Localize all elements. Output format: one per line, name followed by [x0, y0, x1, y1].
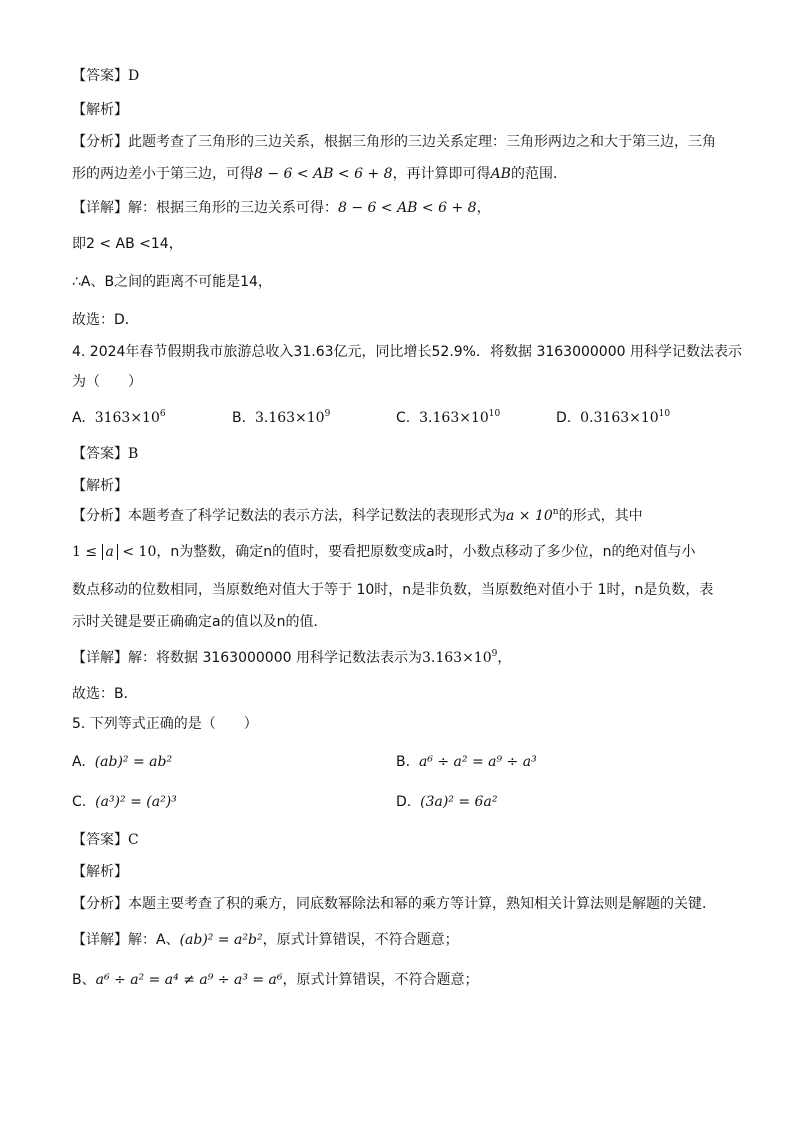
xiangjie-text: B、 [72, 972, 96, 988]
math-expression: a⁶ ÷ a² = a⁴ ≠ a⁹ ÷ a³ = a⁶ [95, 972, 283, 988]
xiangjie-text: 解：根据三角形的三边关系可得： [128, 200, 338, 216]
xiangjie-text: ，原式计算错误，不符合题意； [262, 932, 459, 948]
math-expression: (ab)² = a²b² [179, 932, 263, 948]
fenxi-text: 形的两边差小于第三边，可得 [72, 166, 254, 182]
q4-fenxi-line-2 [72, 542, 696, 562]
math-expression: 1 ≤ [72, 544, 98, 560]
fenxi-text: ，再计算即可得 [392, 166, 491, 182]
q3-xiangjie-line-3: ∴A、B之间的距离不可能是14， [72, 274, 272, 290]
math-expression: a × 10 [506, 508, 553, 524]
option-label: A. [72, 754, 86, 770]
q5-fenxi-line [72, 894, 716, 914]
q4-fenxi-line-4: 示时关键是要正确确定a的值以及n的值． [72, 614, 328, 630]
absolute-value [102, 544, 118, 560]
q4-choose: 故选：B． [72, 686, 138, 702]
option-exponent: 10 [658, 409, 671, 419]
q4-stem-line-1: 4. 2024年春节假期我市旅游总收入31.63亿元，同比增长52.9%．将数据 3163000000 用科学记数法表示 [72, 344, 742, 360]
option-value: 3163×10 [94, 410, 160, 426]
xiangjie-text: 解：将数据 3163000000 用科学记数法表示为 [128, 650, 422, 666]
fenxi-text: 本题主要考查了积的乘方，同底数幂除法和幂的乘方等计算，熟知相关计算法则是解题的关键． [128, 896, 716, 912]
q5-xiangjie-line-1 [72, 930, 459, 950]
answer-value: B [128, 446, 139, 462]
math-expression: < 10， [122, 544, 171, 560]
math-symbol: a [105, 544, 114, 560]
q5-option-b [396, 752, 537, 772]
q4-answer-line [72, 444, 138, 464]
option-value: 3.163×10 [419, 410, 489, 426]
q5-option-d [396, 792, 497, 812]
fenxi-text: 的范围． [510, 166, 567, 182]
fenxi-text: 本题考查了科学记数法的表示方法，科学记数法的表现形式为 [128, 508, 506, 524]
q5-option-c [72, 792, 177, 812]
q4-fenxi-line-3: 数点移动的位数相同，当原数绝对值大于等于 10时，n是非负数，当原数绝对值小于 1时，n是负数，表 [72, 582, 714, 598]
option-value: 0.3163×10 [580, 410, 659, 426]
answer-tag: 【答案】 [72, 68, 128, 84]
option-label: B. [232, 410, 247, 426]
q3-analysis-tag: 【解析】 [72, 102, 128, 118]
q4-option-d [556, 408, 670, 428]
answer-tag: 【答案】 [72, 832, 128, 848]
q5-stem: 5. 下列等式正确的是（ ） [72, 716, 258, 732]
option-label: D. [396, 794, 412, 810]
q5-answer-line [72, 830, 139, 850]
q4-analysis-tag: 【解析】 [72, 478, 128, 494]
q4-xiangjie-line [72, 648, 511, 668]
fenxi-tag: 【分析】 [72, 896, 128, 912]
option-exponent: 9 [324, 409, 331, 419]
fenxi-text: 此题考查了三角形的三边关系，根据三角形的三边关系定理：三角形两边之和大于第三边，三角 [128, 134, 716, 150]
option-label: C. [396, 410, 411, 426]
option-label: A. [72, 410, 86, 426]
q3-xiangjie-line-2: 即2 < AB <14， [72, 236, 183, 252]
option-value: (a³)² = (a²)³ [95, 794, 177, 810]
xiangjie-text: ， [497, 650, 512, 666]
q4-option-b [232, 408, 330, 428]
q4-stem-line-2: 为（ ） [72, 374, 142, 390]
answer-value: D [128, 68, 140, 84]
q5-analysis-tag: 【解析】 [72, 864, 128, 880]
q3-xiangjie-line-1 [72, 198, 491, 218]
answer-value: C [128, 832, 139, 848]
fenxi-tag: 【分析】 [72, 134, 128, 150]
option-label: D. [556, 410, 572, 426]
xiangjie-tag: 【详解】 [72, 932, 128, 948]
option-value: (ab)² = ab² [94, 754, 173, 770]
math-exponent: n [552, 507, 559, 517]
fenxi-text: 的形式，其中 [558, 508, 643, 524]
xiangjie-tag: 【详解】 [72, 650, 128, 666]
xiangjie-text: ， [476, 200, 491, 216]
math-expression: 8 − 6 < AB < 6 + 8 [254, 166, 393, 182]
option-label: B. [396, 754, 411, 770]
q5-xiangjie-line-2 [72, 970, 479, 990]
q3-answer-line [72, 66, 139, 86]
q4-option-c [396, 408, 500, 428]
q4-option-a [72, 408, 166, 428]
q4-fenxi-line-1 [72, 506, 643, 526]
option-value: 3.163×10 [254, 410, 325, 426]
math-expression: 8 − 6 < AB < 6 + 8 [338, 200, 477, 216]
fenxi-tag: 【分析】 [72, 508, 128, 524]
q3-choose: 故选：D． [72, 312, 139, 328]
option-exponent: 10 [488, 409, 501, 419]
option-value: (3a)² = 6a² [420, 794, 498, 810]
xiangjie-text: ，原式计算错误，不符合题意； [282, 972, 479, 988]
option-value: a⁶ ÷ a² = a⁹ ÷ a³ [418, 754, 537, 770]
q5-option-a [72, 752, 172, 772]
q3-fenxi-line-2 [72, 164, 567, 184]
option-exponent: 6 [159, 409, 166, 419]
option-label: C. [72, 794, 87, 810]
q3-fenxi-line-1 [72, 132, 716, 152]
xiangjie-tag: 【详解】 [72, 200, 128, 216]
answer-tag: 【答案】 [72, 446, 128, 462]
math-symbol: AB [490, 166, 511, 182]
xiangjie-text: 解：A、 [128, 932, 180, 948]
fenxi-text: n为整数，确定n的值时，要看把原数变成a时，小数点移动了多少位，n的绝对值与小 [170, 544, 696, 560]
math-exponent: 9 [491, 649, 498, 659]
math-expression: 3.163×10 [421, 650, 492, 666]
